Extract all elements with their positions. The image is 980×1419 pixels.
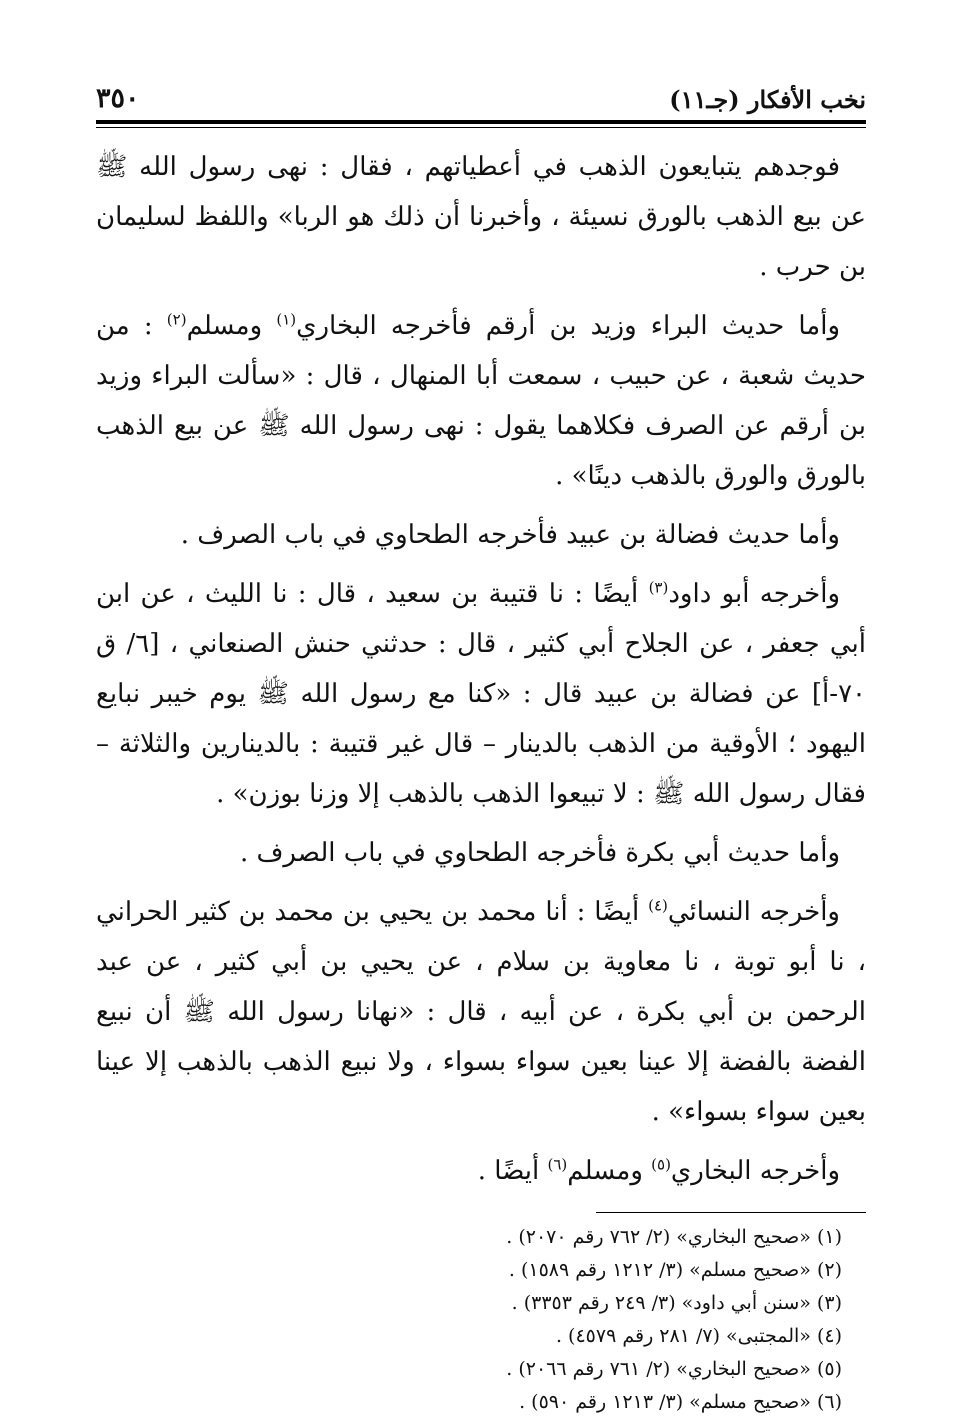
body-text: [96, 142, 866, 1196]
footnote-ref[interactable]: (٤): [648, 896, 668, 915]
paragraph-text: وأخرجه النسائي: [667, 897, 840, 927]
paragraph-text: وأخرجه أبو داود: [668, 579, 840, 609]
paragraph-text: وأما حديث البراء وزيد بن أرقم فأخرجه البخاري: [296, 311, 841, 341]
paragraph-text: وأما حديث أبي بكرة فأخرجه الطحاوي في باب الصرف .: [239, 838, 840, 868]
page-header: [96, 70, 866, 114]
paragraph-text: ومسلم: [186, 311, 277, 341]
footnote-ref[interactable]: (٦): [547, 1155, 568, 1174]
header-rule-thin: [96, 127, 866, 128]
header-rule-thick: [96, 120, 866, 124]
paragraph-text: : من حديث شعبة ، عن حبيب ، سمعت أبا المنهال ، قال : «سألت البراء وزيد بن أرقم عن الصرف فكلاهما يقول : نهى رسول الله ﷺ عن بيع الذهب بالورق والورق بالذهب دينًا» .: [96, 311, 866, 491]
paragraph: [96, 828, 866, 878]
footnote: (٢) «صحيح مسلم» (٣/ ١٢١٢ رقم ١٥٨٩) .: [508, 1259, 842, 1281]
paragraph-text: وأما حديث فضالة بن عبيد فأخرجه الطحاوي في باب الصرف .: [180, 520, 840, 550]
footnote-ref[interactable]: (٥): [651, 1155, 671, 1174]
footnote-ref[interactable]: (٢): [166, 310, 187, 329]
paragraph: [96, 1146, 866, 1196]
paragraph-text: ومسلم: [567, 1156, 652, 1186]
running-title: نخب الأفكار (جـ١١): [669, 85, 866, 114]
paragraph: [96, 569, 866, 819]
footnotes: [96, 1221, 866, 1419]
footnote-ref[interactable]: (١): [276, 310, 297, 329]
paragraph: [96, 887, 866, 1137]
footnote-separator: [596, 1212, 866, 1213]
paragraph: [96, 301, 866, 501]
footnote: (٣) «سنن أبي داود» (٣/ ٢٤٩ رقم ٣٣٥٣) .: [511, 1292, 842, 1314]
paragraph-text: أيضًا : نا قتيبة بن سعيد ، قال : نا الليث ، عن ابن أبي جعفر ، عن الجلاح أبي كثير ، قال : حدثني حنش الصنعاني ، [٦/ ق ٧٠-أ] عن فضالة بن عبيد قال : «كنا مع رسول الله ﷺ يوم خيبر نبايع اليهود ؛ الأوقية من الذهب بالدينار – قال غير قتيبة : بالدينارين والثلاثة – فقال رسول الله ﷺ : لا تبيعوا الذهب بالذهب إلا وزنا بوزن» .: [96, 579, 867, 809]
paragraph-text: فوجدهم يتبايعون الذهب في أعطياتهم ، فقال : نهى رسول الله ﷺ عن بيع الذهب بالورق نسيئة ، وأخبرنا أن ذلك هو الربا» واللفظ لسليمان بن حرب .: [96, 152, 866, 282]
footnote: (١) «صحيح البخاري» (٢/ ٧٦٢ رقم ٢٠٧٠) .: [506, 1226, 842, 1248]
paragraph: [96, 142, 866, 292]
page-number: ٣٥٠: [96, 83, 140, 114]
paragraph-text: أيضًا : أنا محمد بن يحيي بن محمد بن كثير الحراني ، نا أبو توبة ، نا معاوية بن سلام ، عن يحيي بن أبي كثير ، عن عبد الرحمن بن أبي بكرة ، عن أبيه ، قال : «نهانا رسول الله ﷺ أن نبيع الفضة بالفضة إلا عينا بعين سواء بسواء ، ولا نبيع الذهب بالذهب إلا عينا بعين سواء بسواء» .: [96, 897, 866, 1127]
footnote: (٥) «صحيح البخاري» (٢/ ٧٦١ رقم ٢٠٦٦) .: [506, 1358, 842, 1380]
footnote: (٦) «صحيح مسلم» (٣/ ١٢١٣ رقم ٥٩٠) .: [519, 1391, 842, 1413]
footnote: (٤) «المجتبى» (٧/ ٢٨١ رقم ٤٥٧٩) .: [555, 1325, 842, 1347]
paragraph-text: أيضًا .: [477, 1156, 548, 1186]
book-page: [96, 70, 866, 1419]
footnote-ref[interactable]: (٣): [648, 578, 669, 597]
paragraph-text: وأخرجه البخاري: [670, 1156, 840, 1186]
paragraph: [96, 510, 866, 560]
